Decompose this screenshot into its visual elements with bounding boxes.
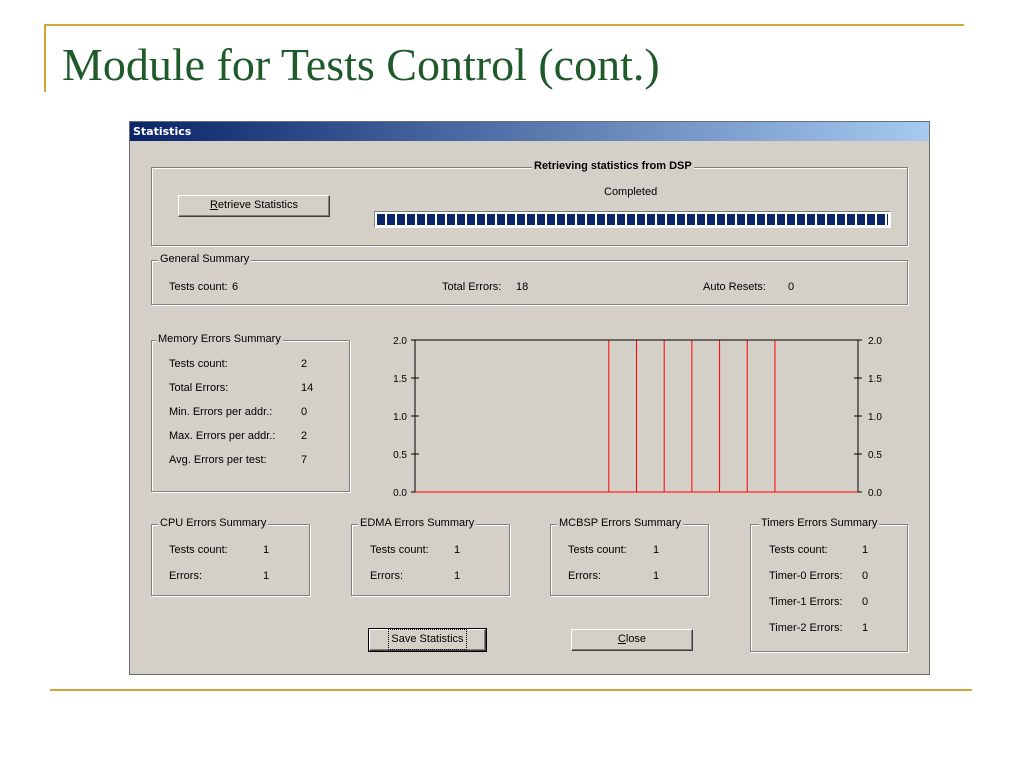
memory-row-label: Total Errors: bbox=[169, 382, 229, 394]
timers-row-label: Timer-1 Errors: bbox=[769, 596, 843, 608]
cpu-row-value: 1 bbox=[263, 544, 270, 556]
timers-row-label: Timer-0 Errors: bbox=[769, 570, 843, 582]
slide-left-rule bbox=[44, 24, 46, 92]
dialog-titlebar[interactable] bbox=[130, 122, 929, 141]
progress-fill bbox=[377, 214, 888, 225]
timers-row-value: 0 bbox=[862, 570, 869, 582]
y-tick-label-right: 2.0 bbox=[868, 336, 882, 347]
memory-row-value: 7 bbox=[301, 454, 308, 466]
statistics-dialog bbox=[129, 121, 930, 675]
mcbsp-row-value: 1 bbox=[653, 544, 660, 556]
memory-row-value: 0 bbox=[301, 406, 308, 418]
timers-row-value: 0 bbox=[862, 596, 869, 608]
mcbsp-row-label: Errors: bbox=[568, 570, 601, 582]
edma-errors-title: EDMA Errors Summary bbox=[360, 517, 475, 529]
edma-row-label: Errors: bbox=[370, 570, 403, 582]
memory-row-label: Max. Errors per addr.: bbox=[169, 430, 276, 442]
general-total-errors-value: 18 bbox=[516, 281, 529, 293]
retrieve-mnemonic: R bbox=[209, 199, 218, 211]
retrieve-progress-bar bbox=[374, 211, 891, 228]
edma-row-value: 1 bbox=[454, 544, 461, 556]
memory-errors-group bbox=[151, 333, 350, 492]
cpu-row-label: Errors: bbox=[169, 570, 202, 582]
y-tick-label-left: 1.0 bbox=[393, 412, 407, 423]
retrieve-statistics-button[interactable] bbox=[178, 195, 330, 217]
general-summary-title: General Summary bbox=[160, 253, 250, 265]
close-mnemonic: C bbox=[617, 633, 626, 645]
memory-row-label: Tests count: bbox=[169, 358, 228, 370]
close-button[interactable] bbox=[571, 629, 693, 651]
y-tick-label-left: 2.0 bbox=[393, 336, 407, 347]
timers-row-label: Tests count: bbox=[769, 544, 828, 556]
y-tick-label-right: 0.5 bbox=[868, 450, 882, 461]
edma-row-value: 1 bbox=[454, 570, 461, 582]
timers-errors-group bbox=[750, 517, 908, 652]
timers-row-label: Timer-2 Errors: bbox=[769, 622, 843, 634]
retrieve-rest: etrieve Statistics bbox=[217, 199, 299, 211]
errors-chart bbox=[360, 327, 900, 502]
memory-row-value: 2 bbox=[301, 430, 308, 442]
y-tick-label-right: 0.0 bbox=[868, 488, 882, 499]
cpu-errors-group bbox=[151, 517, 310, 596]
slide-title: Module for Tests Control (cont.) bbox=[62, 39, 660, 90]
y-tick-label-left: 0.5 bbox=[393, 450, 407, 461]
memory-errors-title: Memory Errors Summary bbox=[158, 333, 281, 345]
general-summary-group bbox=[151, 253, 908, 305]
y-tick-label-left: 1.5 bbox=[393, 374, 407, 385]
save-statistics-label: Save Statistics bbox=[389, 630, 465, 649]
retrieve-group-title: Retrieving statistics from DSP bbox=[534, 160, 692, 172]
timers-row-value: 1 bbox=[862, 544, 869, 556]
y-tick-label-right: 1.0 bbox=[868, 412, 882, 423]
general-auto-resets-value: 0 bbox=[788, 281, 795, 293]
cpu-row-label: Tests count: bbox=[169, 544, 228, 556]
retrieve-status: Completed bbox=[604, 186, 658, 198]
memory-row-label: Min. Errors per addr.: bbox=[169, 406, 273, 418]
close-label bbox=[616, 630, 648, 649]
memory-row-label: Avg. Errors per test: bbox=[169, 454, 267, 466]
mcbsp-errors-group bbox=[550, 517, 709, 596]
memory-row-value: 14 bbox=[301, 382, 314, 394]
slide-top-rule bbox=[44, 24, 964, 26]
mcbsp-errors-title: MCBSP Errors Summary bbox=[559, 517, 682, 529]
y-tick-label-left: 0.0 bbox=[393, 488, 407, 499]
edma-row-label: Tests count: bbox=[370, 544, 429, 556]
dialog-title: Statistics bbox=[133, 125, 192, 138]
mcbsp-row-value: 1 bbox=[653, 570, 660, 582]
save-statistics-button[interactable] bbox=[369, 629, 486, 651]
general-auto-resets-label: Auto Resets: bbox=[703, 281, 766, 293]
slide-bottom-rule bbox=[50, 689, 972, 691]
timers-errors-title: Timers Errors Summary bbox=[761, 517, 878, 529]
y-tick-label-right: 1.5 bbox=[868, 374, 882, 385]
memory-row-value: 2 bbox=[301, 358, 308, 370]
cpu-row-value: 1 bbox=[263, 570, 270, 582]
general-tests-count-value: 6 bbox=[232, 281, 239, 293]
timers-row-value: 1 bbox=[862, 622, 869, 634]
cpu-errors-title: CPU Errors Summary bbox=[160, 517, 267, 529]
edma-errors-group bbox=[351, 517, 510, 596]
mcbsp-row-label: Tests count: bbox=[568, 544, 627, 556]
general-tests-count-label: Tests count: bbox=[169, 281, 228, 293]
general-total-errors-label: Total Errors: bbox=[442, 281, 502, 293]
close-rest: lose bbox=[625, 633, 647, 645]
retrieve-statistics-label bbox=[208, 196, 300, 215]
